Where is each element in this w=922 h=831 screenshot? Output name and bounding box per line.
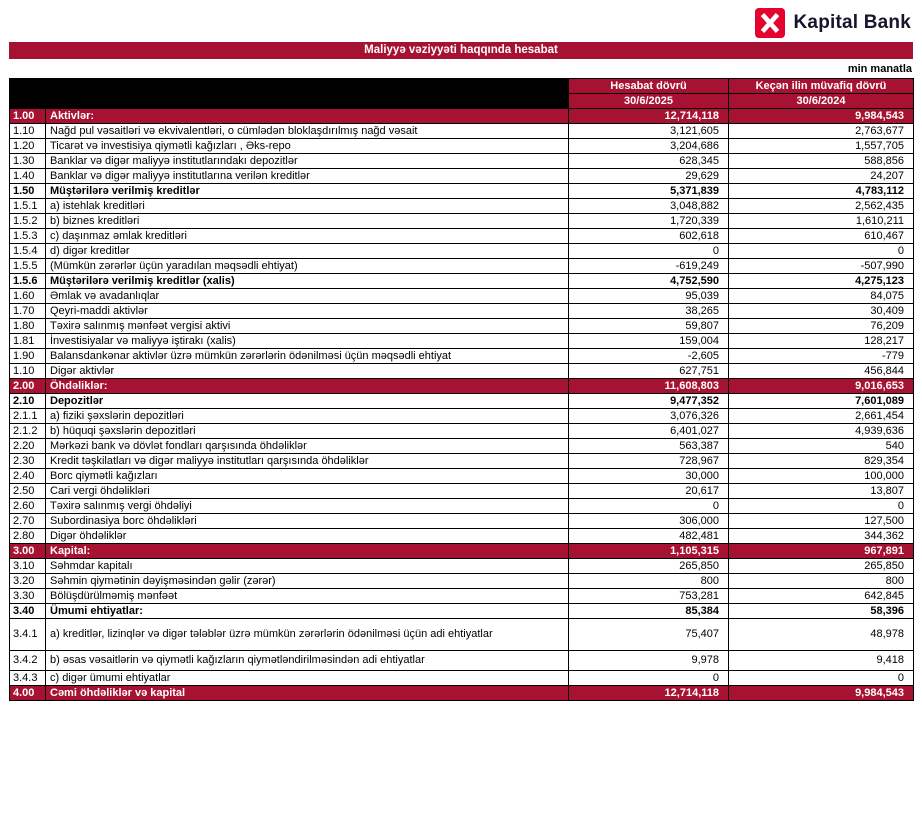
table-row-1.5.5 <box>10 259 914 274</box>
kapital-bank-logo-icon <box>755 8 785 38</box>
table-row-1.30 <box>10 154 914 169</box>
row-value-current: 59,807 <box>569 319 729 334</box>
row-value-previous: 100,000 <box>729 469 914 484</box>
row-value-current: -619,249 <box>569 259 729 274</box>
row-value-previous: 2,763,677 <box>729 124 914 139</box>
row-value-previous: 128,217 <box>729 334 914 349</box>
row-label: Mərkəzi bank və dövlət fondları qarşısında öhdəliklər <box>46 439 569 454</box>
table-row-3.10 <box>10 559 914 574</box>
row-value-current: 30,000 <box>569 469 729 484</box>
row-value-previous: 48,978 <box>729 619 914 651</box>
kapital-bank-logo <box>755 8 912 38</box>
row-label: Subordinasiya borc öhdəlikləri <box>46 514 569 529</box>
section-row-1.00 <box>10 109 914 124</box>
table-row-3.20 <box>10 574 914 589</box>
row-label: Balansdankənar aktivlər üzrə mümkün zərərlərin ödənilməsi üçün məqsədli ehtiyat <box>46 349 569 364</box>
row-code: 1.5.5 <box>10 259 46 274</box>
row-label: c) digər ümumi ehtiyatlar <box>46 671 569 686</box>
row-value-current: 627,751 <box>569 364 729 379</box>
row-value-previous: 344,362 <box>729 529 914 544</box>
row-value-current: 0 <box>569 671 729 686</box>
row-value-current: -2,605 <box>569 349 729 364</box>
col-header-previous-period: Keçən ilin müvafiq dövrü <box>729 79 914 94</box>
row-label: Müştərilərə verilmiş kreditlər <box>46 184 569 199</box>
row-label: b) biznes kreditləri <box>46 214 569 229</box>
row-code: 2.20 <box>10 439 46 454</box>
row-value-current: 11,608,803 <box>569 379 729 394</box>
row-value-previous: 0 <box>729 671 914 686</box>
row-code: 1.50 <box>10 184 46 199</box>
row-value-previous: 9,418 <box>729 651 914 671</box>
row-code: 1.70 <box>10 304 46 319</box>
table-row-3.4.1 <box>10 619 914 651</box>
row-value-previous: 24,207 <box>729 169 914 184</box>
row-value-current: 306,000 <box>569 514 729 529</box>
row-code: 3.20 <box>10 574 46 589</box>
row-label: Banklar və digər maliyyə institutlarındakı depozitlər <box>46 154 569 169</box>
row-code: 1.81 <box>10 334 46 349</box>
row-label: Səhmdar kapitalı <box>46 559 569 574</box>
row-label: Təxirə salınmış mənfəət vergisi aktivi <box>46 319 569 334</box>
table-row-3.40 <box>10 604 914 619</box>
row-label: Digər öhdəliklər <box>46 529 569 544</box>
row-label: a) istehlak kreditləri <box>46 199 569 214</box>
row-value-previous: 2,562,435 <box>729 199 914 214</box>
row-value-previous: 0 <box>729 244 914 259</box>
row-value-current: 753,281 <box>569 589 729 604</box>
row-value-current: 563,387 <box>569 439 729 454</box>
row-value-current: 602,618 <box>569 229 729 244</box>
row-value-current: 95,039 <box>569 289 729 304</box>
row-label: d) digər kreditlər <box>46 244 569 259</box>
row-label: c) daşınmaz əmlak kreditləri <box>46 229 569 244</box>
table-row-1.5.2 <box>10 214 914 229</box>
row-value-previous: 456,844 <box>729 364 914 379</box>
row-label: Əmlak və avadanlıqlar <box>46 289 569 304</box>
row-value-previous: 829,354 <box>729 454 914 469</box>
row-value-current: 728,967 <box>569 454 729 469</box>
table-row-1.5.4 <box>10 244 914 259</box>
row-label: Ümumi ehtiyatlar: <box>46 604 569 619</box>
row-code: 1.30 <box>10 154 46 169</box>
row-label: Banklar və digər maliyyə institutlarına verilən kreditlər <box>46 169 569 184</box>
table-row-3.4.3 <box>10 671 914 686</box>
table-row-2.70 <box>10 514 914 529</box>
row-label: İnvestisiyalar və maliyyə iştirakı (xalis) <box>46 334 569 349</box>
row-code: 1.5.4 <box>10 244 46 259</box>
row-value-current: 4,752,590 <box>569 274 729 289</box>
row-value-current: 3,204,686 <box>569 139 729 154</box>
row-value-current: 12,714,118 <box>569 109 729 124</box>
row-code: 3.4.1 <box>10 619 46 651</box>
row-code: 2.80 <box>10 529 46 544</box>
row-code: 1.10 <box>10 364 46 379</box>
table-row-1.10 <box>10 124 914 139</box>
row-value-previous: 9,016,653 <box>729 379 914 394</box>
table-row-2.30 <box>10 454 914 469</box>
row-code: 3.10 <box>10 559 46 574</box>
table-row-2.80 <box>10 529 914 544</box>
row-label: Depozitlər <box>46 394 569 409</box>
table-row-1.70 <box>10 304 914 319</box>
row-label: Aktivlər: <box>46 109 569 124</box>
row-value-current: 75,407 <box>569 619 729 651</box>
col-date-previous: 30/6/2024 <box>729 94 914 109</box>
section-row-4.00 <box>10 686 914 701</box>
financial-position-table <box>9 78 914 701</box>
row-code: 1.10 <box>10 124 46 139</box>
table-row-1.5.6 <box>10 274 914 289</box>
row-value-previous: -507,990 <box>729 259 914 274</box>
row-code: 3.40 <box>10 604 46 619</box>
row-value-previous: 13,807 <box>729 484 914 499</box>
table-row-2.10 <box>10 394 914 409</box>
section-row-2.00 <box>10 379 914 394</box>
row-value-previous: 1,610,211 <box>729 214 914 229</box>
table-row-1.50 <box>10 184 914 199</box>
row-code: 3.30 <box>10 589 46 604</box>
table-row-2.20 <box>10 439 914 454</box>
row-value-current: 38,265 <box>569 304 729 319</box>
row-value-previous: 0 <box>729 499 914 514</box>
row-label: Müştərilərə verilmiş kreditlər (xalis) <box>46 274 569 289</box>
row-value-current: 1,720,339 <box>569 214 729 229</box>
row-value-previous: 30,409 <box>729 304 914 319</box>
row-label: Kredit təşkilatları və digər maliyyə institutları qarşısında öhdəliklər <box>46 454 569 469</box>
row-code: 2.00 <box>10 379 46 394</box>
row-label: Ticarət və investisiya qiymətli kağızları , Əks-repo <box>46 139 569 154</box>
row-label: Öhdəliklər: <box>46 379 569 394</box>
row-value-current: 265,850 <box>569 559 729 574</box>
table-row-1.81 <box>10 334 914 349</box>
row-label: b) hüquqi şəxslərin depozitləri <box>46 424 569 439</box>
row-code: 1.40 <box>10 169 46 184</box>
row-label: Qeyri-maddi aktivlər <box>46 304 569 319</box>
col-date-current: 30/6/2025 <box>569 94 729 109</box>
header-band <box>9 6 913 42</box>
row-value-previous: 4,275,123 <box>729 274 914 289</box>
unit-note: min manatla <box>847 63 912 75</box>
kapital-bank-logo-text: Kapital Bank <box>793 12 911 33</box>
row-code: 4.00 <box>10 686 46 701</box>
table-row-3.4.2 <box>10 651 914 671</box>
row-value-previous: 9,984,543 <box>729 109 914 124</box>
row-value-previous: 1,557,705 <box>729 139 914 154</box>
table-row-2.40 <box>10 469 914 484</box>
row-code: 3.4.2 <box>10 651 46 671</box>
row-value-previous: 540 <box>729 439 914 454</box>
row-value-current: 628,345 <box>569 154 729 169</box>
table-body <box>10 109 914 701</box>
row-code: 1.60 <box>10 289 46 304</box>
row-label: a) fiziki şəxslərin depozitləri <box>46 409 569 424</box>
table-head <box>10 79 914 109</box>
row-code: 2.10 <box>10 394 46 409</box>
row-code: 2.1.2 <box>10 424 46 439</box>
row-value-current: 3,121,605 <box>569 124 729 139</box>
row-code: 1.80 <box>10 319 46 334</box>
row-value-previous: 9,984,543 <box>729 686 914 701</box>
row-label: Cari vergi öhdəlikləri <box>46 484 569 499</box>
row-value-current: 1,105,315 <box>569 544 729 559</box>
row-value-current: 20,617 <box>569 484 729 499</box>
row-value-current: 9,477,352 <box>569 394 729 409</box>
table-row-2.50 <box>10 484 914 499</box>
row-label: Borc qiymətli kağızları <box>46 469 569 484</box>
row-label: Kapital: <box>46 544 569 559</box>
row-value-previous: 265,850 <box>729 559 914 574</box>
row-value-previous: 588,856 <box>729 154 914 169</box>
row-value-current: 29,629 <box>569 169 729 184</box>
table-row-1.5.1 <box>10 199 914 214</box>
report-title-bar <box>9 42 913 59</box>
row-code: 2.60 <box>10 499 46 514</box>
row-label: b) əsas vəsaitlərin və qiymətli kağızların qiymətləndirilməsindən adi ehtiyatlar <box>46 651 569 671</box>
row-value-previous: 967,891 <box>729 544 914 559</box>
table-row-1.20 <box>10 139 914 154</box>
row-value-previous: 127,500 <box>729 514 914 529</box>
row-code: 1.5.6 <box>10 274 46 289</box>
row-code: 1.5.2 <box>10 214 46 229</box>
row-value-previous: 76,209 <box>729 319 914 334</box>
header-empty-black-cell <box>10 79 569 109</box>
row-value-current: 0 <box>569 244 729 259</box>
row-value-current: 3,076,326 <box>569 409 729 424</box>
table-row-2.1.1 <box>10 409 914 424</box>
row-label: a) kreditlər, lizinqlər və digər tələblər üzrə mümkün zərərlərin ödənilməsi üçün adi ehtiyatlar <box>46 619 569 651</box>
section-row-3.00 <box>10 544 914 559</box>
row-value-current: 5,371,839 <box>569 184 729 199</box>
row-value-previous: 4,939,636 <box>729 424 914 439</box>
row-value-previous: 84,075 <box>729 289 914 304</box>
row-value-current: 800 <box>569 574 729 589</box>
report-title: Maliyyə vəziyyəti haqqında hesabat <box>364 44 558 56</box>
row-label: (Mümkün zərərlər üçün yaradılan məqsədli ehtiyat) <box>46 259 569 274</box>
row-value-current: 9,978 <box>569 651 729 671</box>
row-value-current: 6,401,027 <box>569 424 729 439</box>
row-value-current: 12,714,118 <box>569 686 729 701</box>
row-label: Bölüşdürülməmiş mənfəət <box>46 589 569 604</box>
row-value-previous: 610,467 <box>729 229 914 244</box>
row-code: 2.30 <box>10 454 46 469</box>
row-code: 1.5.3 <box>10 229 46 244</box>
row-code: 2.1.1 <box>10 409 46 424</box>
table-row-1.80 <box>10 319 914 334</box>
table-row-1.60 <box>10 289 914 304</box>
row-value-previous: 7,601,089 <box>729 394 914 409</box>
row-value-current: 482,481 <box>569 529 729 544</box>
row-code: 1.5.1 <box>10 199 46 214</box>
row-code: 2.40 <box>10 469 46 484</box>
row-value-previous: 58,396 <box>729 604 914 619</box>
table-row-1.5.3 <box>10 229 914 244</box>
row-value-current: 3,048,882 <box>569 199 729 214</box>
period-header-row <box>10 79 914 94</box>
row-value-current: 159,004 <box>569 334 729 349</box>
row-value-previous: 800 <box>729 574 914 589</box>
row-code: 1.00 <box>10 109 46 124</box>
row-code: 2.70 <box>10 514 46 529</box>
row-value-current: 0 <box>569 499 729 514</box>
table-row-1.40 <box>10 169 914 184</box>
row-value-previous: 2,661,454 <box>729 409 914 424</box>
col-header-current-period: Hesabat dövrü <box>569 79 729 94</box>
row-label: Səhmin qiymətinin dəyişməsindən gəlir (zərər) <box>46 574 569 589</box>
row-value-previous: 4,783,112 <box>729 184 914 199</box>
row-value-previous: -779 <box>729 349 914 364</box>
row-value-previous: 642,845 <box>729 589 914 604</box>
table-row-2.60 <box>10 499 914 514</box>
row-code: 3.4.3 <box>10 671 46 686</box>
row-label: Nağd pul vəsaitləri və ekvivalentləri, o cümlədən bloklaşdırılmış nağd vəsait <box>46 124 569 139</box>
table-row-3.30 <box>10 589 914 604</box>
table-row-1.10 <box>10 364 914 379</box>
row-code: 2.50 <box>10 484 46 499</box>
row-value-current: 85,384 <box>569 604 729 619</box>
row-code: 3.00 <box>10 544 46 559</box>
row-code: 1.20 <box>10 139 46 154</box>
table-row-1.90 <box>10 349 914 364</box>
row-label: Təxirə salınmış vergi öhdəliyi <box>46 499 569 514</box>
row-label: Digər aktivlər <box>46 364 569 379</box>
row-label: Cəmi öhdəliklər və kapital <box>46 686 569 701</box>
row-code: 1.90 <box>10 349 46 364</box>
table-row-2.1.2 <box>10 424 914 439</box>
